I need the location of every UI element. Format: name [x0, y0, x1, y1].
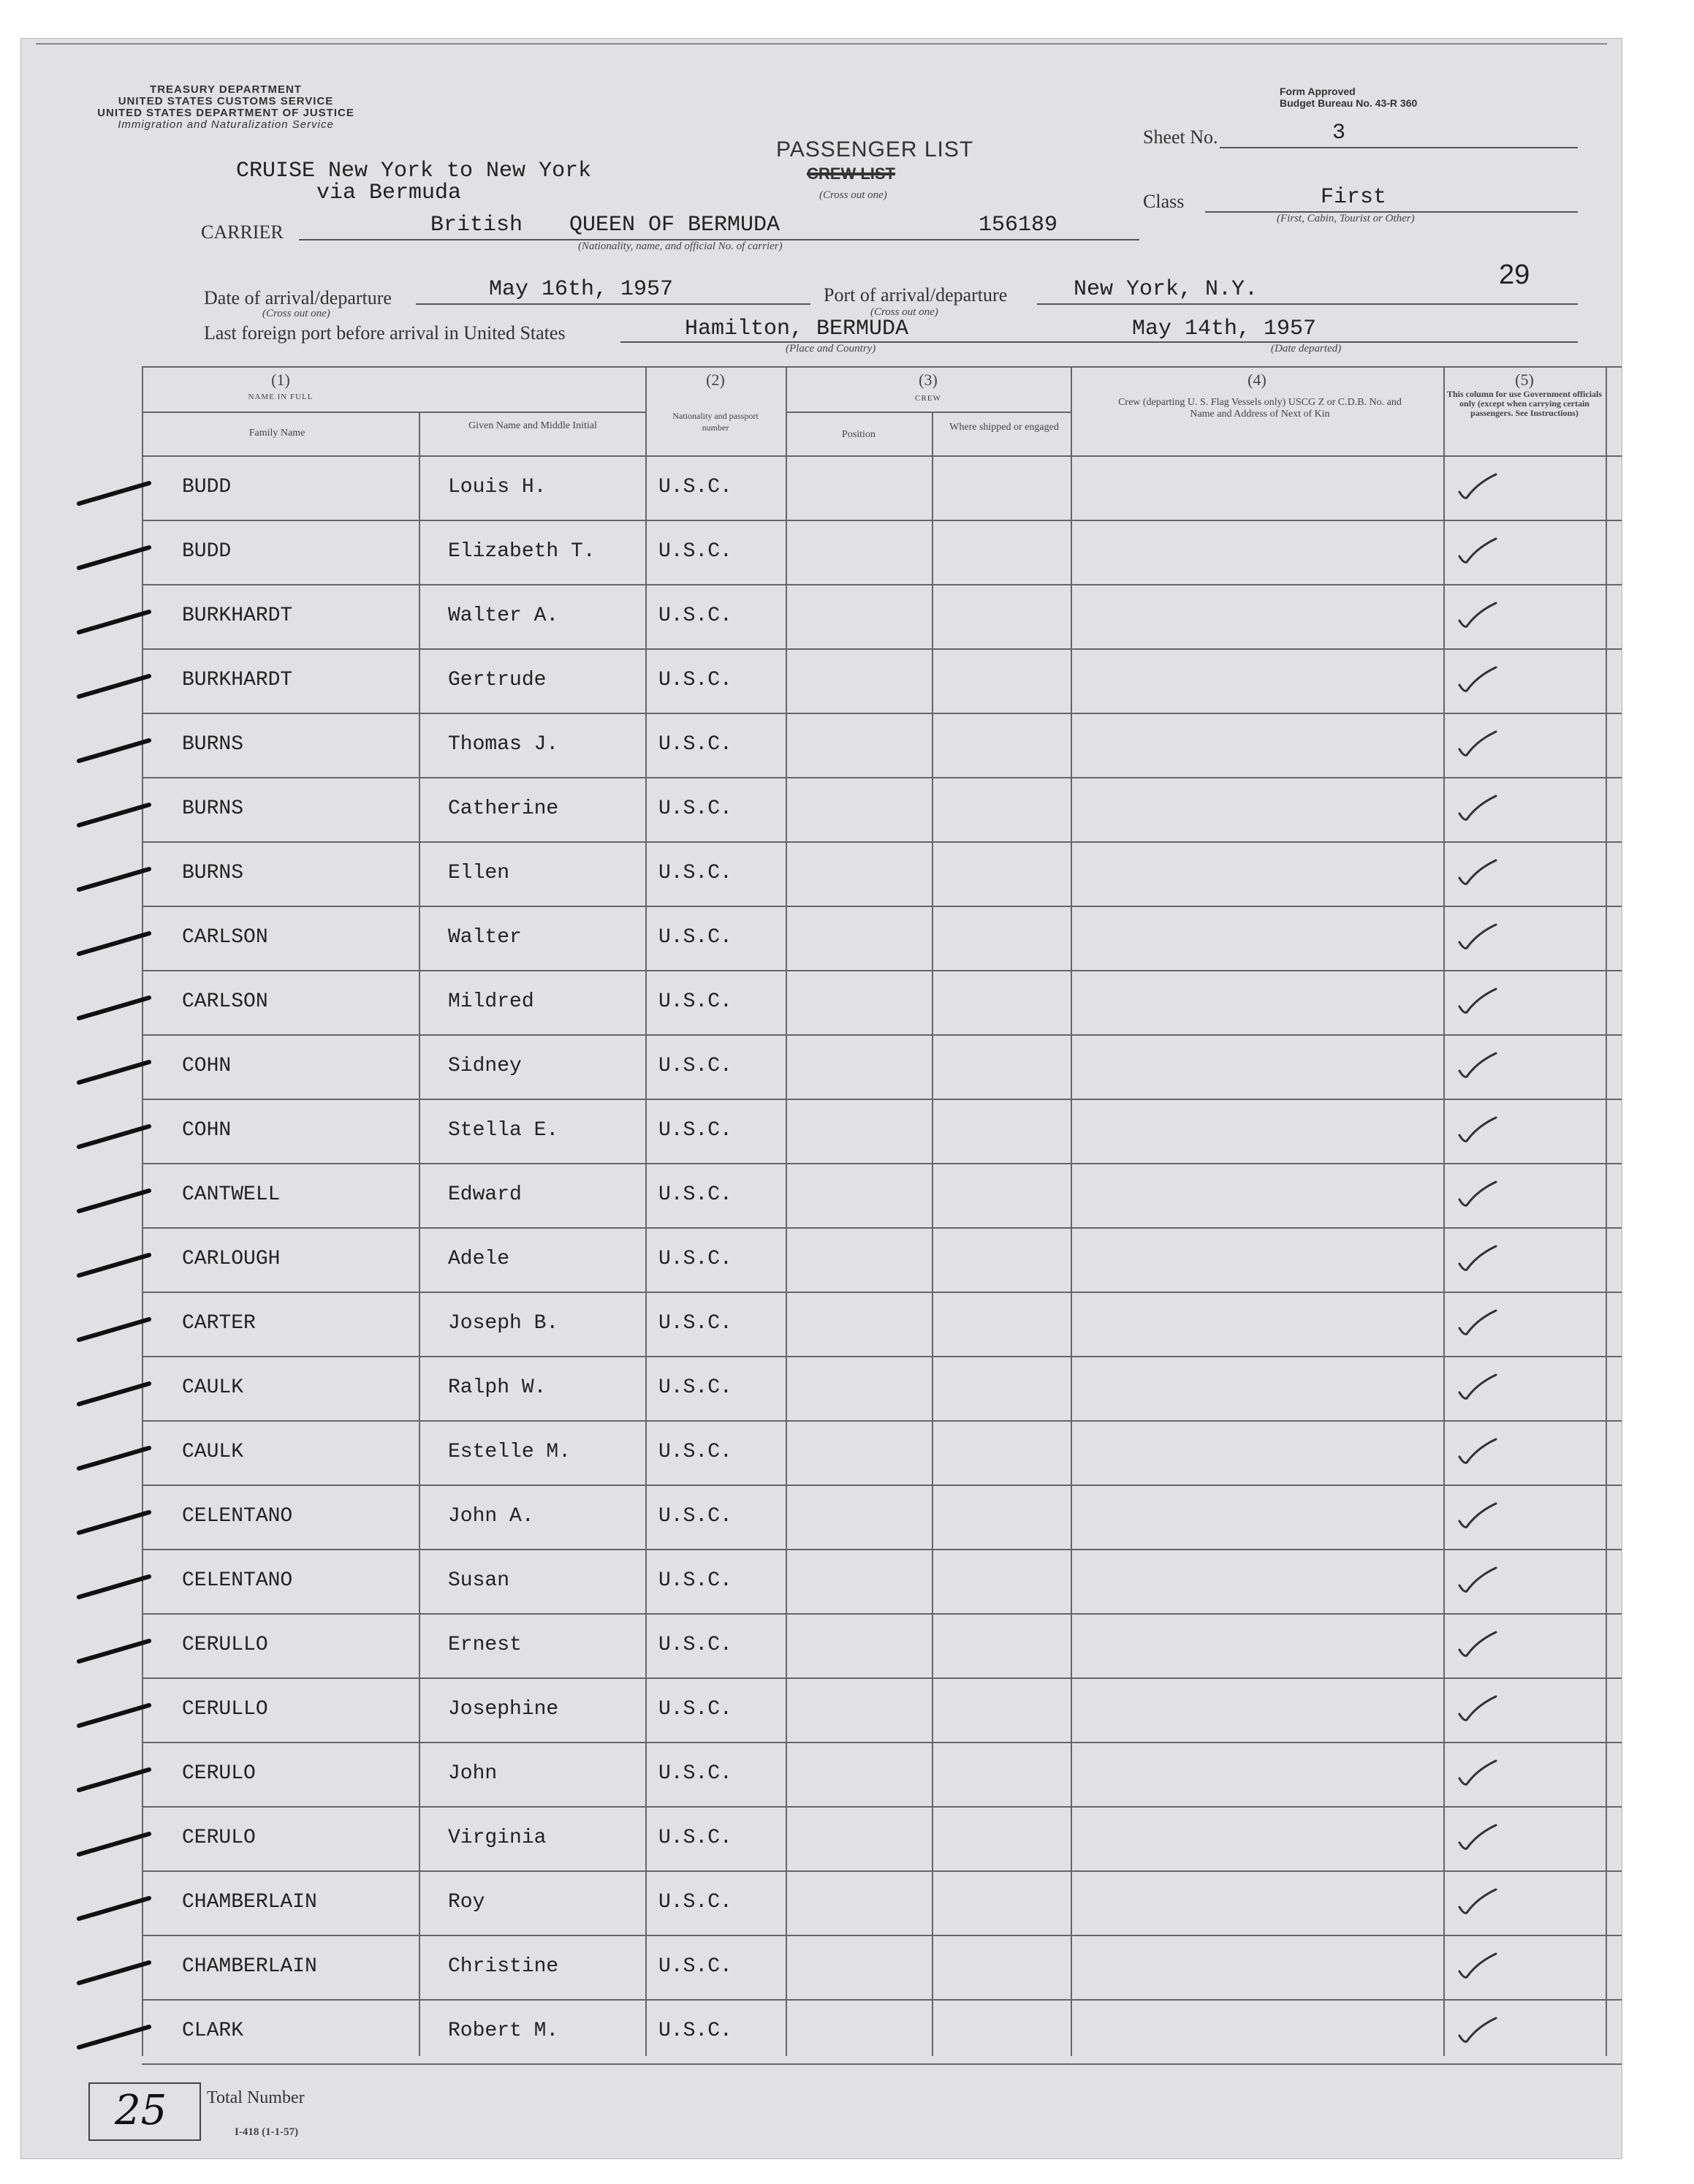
given-name: Virginia: [448, 1827, 547, 1849]
given-name: Catherine: [448, 797, 559, 820]
checkmark-icon: [1455, 1302, 1499, 1338]
checkmark-icon: [1455, 1430, 1499, 1467]
nationality: U.S.C.: [658, 540, 732, 563]
date-underline: [416, 303, 810, 305]
family-name: COHN: [182, 1055, 232, 1077]
checkmark-icon: [1455, 1366, 1499, 1403]
table-row: [21, 1100, 1622, 1164]
agency-line-2: UNITED STATES CUSTOMS SERVICE: [118, 95, 334, 107]
cruise-line-2: via Bermuda: [316, 181, 462, 205]
given-name: John A.: [448, 1505, 534, 1528]
nationality: U.S.C.: [658, 2020, 732, 2042]
checkmark-icon: [1455, 1559, 1499, 1596]
agency-line-4: Immigration and Naturalization Service: [118, 118, 334, 131]
date-cross-out-note: (Cross out one): [262, 308, 330, 319]
given-name: Roy: [448, 1891, 485, 1914]
checkmark-icon: [1455, 530, 1499, 566]
nationality: U.S.C.: [658, 1376, 732, 1399]
given-name: Robert M.: [448, 2020, 559, 2042]
last-port-label: Last foreign port before arrival in United States: [204, 322, 566, 344]
col3-title: CREW: [915, 394, 941, 403]
given-name: John: [448, 1762, 498, 1785]
family-name: CANTWELL: [182, 1183, 281, 1206]
form-approved-line-2: Budget Bureau No. 43-R 360: [1280, 97, 1418, 109]
family-name: CARLOUGH: [182, 1248, 281, 1270]
nationality: U.S.C.: [658, 1891, 732, 1914]
checkmark-icon: [1455, 1623, 1499, 1660]
family-name: CAULK: [182, 1376, 244, 1399]
table-row: [21, 971, 1622, 1036]
tally-slash-mark: [76, 1444, 156, 1473]
list-title-struck: CREW LIST: [807, 164, 895, 183]
tally-slash-mark: [76, 1572, 156, 1601]
carrier-name: QUEEN OF BERMUDA: [569, 213, 780, 238]
checkmark-icon: [1455, 1044, 1499, 1081]
given-name: Mildred: [448, 990, 534, 1013]
tally-slash-mark: [76, 1958, 156, 1987]
col5-title: This column for use Government officials only (except when carrying certain passengers. See Instructions): [1446, 389, 1603, 418]
checkmark-icon: [1455, 1109, 1499, 1145]
tally-slash-mark: [76, 1830, 156, 1859]
col4-title: Crew (departing U. S. Flag Vessels only) USCG Z or C.D.B. No. and Name and Address of Next of Kin: [1118, 397, 1402, 420]
checkmark-icon: [1455, 1173, 1499, 1210]
family-name: CERULLO: [182, 1698, 268, 1721]
family-name: BURKHARDT: [182, 604, 293, 627]
nationality: U.S.C.: [658, 1248, 732, 1270]
carrier-number: 156189: [979, 213, 1058, 238]
checkmark-icon: [1455, 1688, 1499, 1724]
tally-slash-mark: [76, 929, 156, 958]
form-approved-line-1: Form Approved: [1280, 86, 1356, 97]
given-name: Gertrude: [448, 669, 547, 691]
carrier-label: CARRIER: [201, 221, 284, 243]
table-row: [21, 843, 1622, 907]
given-name: Susan: [448, 1569, 510, 1592]
checkmark-icon: [1455, 1945, 1499, 1982]
family-name: BURNS: [182, 797, 244, 820]
table-row: [21, 521, 1622, 585]
table-row: [21, 1936, 1622, 2001]
carrier-nationality: British: [430, 213, 523, 238]
class-note: (First, Cabin, Tourist or Other): [1277, 213, 1415, 224]
nationality: U.S.C.: [658, 1569, 732, 1592]
port-of-arrival-value: New York, N.Y.: [1074, 277, 1258, 302]
tally-slash-mark: [76, 1122, 156, 1151]
nationality: U.S.C.: [658, 1634, 732, 1656]
tally-slash-mark: [76, 1765, 156, 1794]
row-rule: [142, 2063, 1622, 2065]
table-row: [21, 1422, 1622, 1486]
table-row: [21, 1808, 1622, 1872]
checkmark-icon: [1455, 1816, 1499, 1853]
list-title: PASSENGER LIST: [776, 137, 974, 162]
port-underline: [1037, 303, 1578, 305]
tally-slash-mark: [76, 865, 156, 894]
checkmark-icon: [1455, 980, 1499, 1017]
family-name: BUDD: [182, 540, 232, 563]
title-cross-out-note: (Cross out one): [819, 189, 887, 201]
checkmark-icon: [1455, 1237, 1499, 1274]
total-number-box: [88, 2082, 201, 2141]
nationality: U.S.C.: [658, 733, 732, 756]
date-departed-note: (Date departed): [1271, 343, 1342, 354]
table-row: [21, 714, 1622, 778]
class-value: First: [1321, 185, 1387, 210]
table-row: [21, 1164, 1622, 1229]
table-row: [21, 1615, 1622, 1679]
given-name: Josephine: [448, 1698, 559, 1721]
total-handwritten: 25: [115, 2087, 167, 2134]
family-name: CARLSON: [182, 926, 268, 949]
nationality: U.S.C.: [658, 862, 732, 884]
nationality: U.S.C.: [658, 797, 732, 820]
date-of-arrival-label: Date of arrival/departure: [204, 287, 392, 308]
nationality: U.S.C.: [658, 1698, 732, 1721]
checkmark-icon: [1455, 1495, 1499, 1531]
family-name: BURKHARDT: [182, 669, 293, 691]
class-label: Class: [1143, 191, 1185, 212]
date-of-arrival-value: May 16th, 1957: [489, 277, 674, 302]
given-name: Elizabeth T.: [448, 540, 596, 563]
port-of-arrival-label: Port of arrival/departure: [824, 284, 1008, 306]
table-row: [21, 1872, 1622, 1936]
given-name: Edward: [448, 1183, 522, 1206]
nationality: U.S.C.: [658, 1441, 732, 1463]
family-name: CERULO: [182, 1762, 256, 1785]
col4-number: (4): [1247, 371, 1266, 389]
nationality: U.S.C.: [658, 1505, 732, 1528]
table-row: [21, 1743, 1622, 1808]
tally-slash-mark: [76, 479, 156, 508]
checkmark-icon: [1455, 723, 1499, 759]
table-row: [21, 1679, 1622, 1743]
tally-slash-mark: [76, 2022, 156, 2052]
table-top-rule: [142, 366, 1622, 368]
cruise-line-1: CRUISE New York to New York: [236, 159, 592, 183]
family-name: BUDD: [182, 476, 232, 498]
col2-title: Nationality and passport number: [672, 411, 759, 433]
top-edge-line: [36, 43, 1607, 45]
table-row: [21, 1036, 1622, 1100]
checkmark-icon: [1455, 594, 1499, 631]
given-name: Walter A.: [448, 604, 559, 627]
table-row: [21, 778, 1622, 843]
nationality: U.S.C.: [658, 926, 732, 949]
nationality: U.S.C.: [658, 604, 732, 627]
col2-number: (2): [706, 371, 725, 389]
given-name: Ralph W.: [448, 1376, 547, 1399]
table-row: [21, 650, 1622, 714]
col1-number: (1): [271, 371, 290, 389]
nationality: U.S.C.: [658, 476, 732, 498]
given-name: Louis H.: [448, 476, 547, 498]
checkmark-icon: [1455, 466, 1499, 502]
passenger-rows: [21, 457, 1622, 2065]
family-name: BURNS: [182, 862, 244, 884]
given-name: Ellen: [448, 862, 510, 884]
nationality: U.S.C.: [658, 1827, 732, 1849]
table-row: [21, 2001, 1622, 2065]
passenger-list-sheet: [20, 38, 1622, 2159]
agency-line-3: UNITED STATES DEPARTMENT OF JUSTICE: [97, 107, 354, 119]
col3-where-header: Where shipped or engaged: [949, 422, 1059, 433]
given-name: Walter: [448, 926, 522, 949]
family-name: CELENTANO: [182, 1505, 293, 1528]
family-name: COHN: [182, 1119, 232, 1142]
family-name: CARTER: [182, 1312, 256, 1335]
checkmark-icon: [1455, 2009, 1499, 2046]
table-row: [21, 907, 1622, 971]
agency-line-1: TREASURY DEPARTMENT: [150, 83, 302, 96]
col3-position-header: Position: [842, 429, 876, 440]
tally-slash-mark: [76, 1701, 156, 1730]
checkmark-icon: [1455, 1881, 1499, 1917]
family-name: CLARK: [182, 2020, 244, 2042]
page-number: 29: [1499, 259, 1530, 290]
tally-slash-mark: [76, 672, 156, 701]
crew-subheader-rule: [786, 412, 1071, 413]
tally-slash-mark: [76, 1379, 156, 1408]
form-number: I-418 (1-1-57): [235, 2126, 299, 2138]
tally-slash-mark: [76, 1637, 156, 1666]
sheet-underline: [1220, 147, 1578, 148]
given-name: Thomas J.: [448, 733, 559, 756]
table-row: [21, 1293, 1622, 1357]
date-departed-value: May 14th, 1957: [1132, 316, 1317, 341]
table-row: [21, 1550, 1622, 1615]
given-name: Joseph B.: [448, 1312, 559, 1335]
col5-number: (5): [1515, 371, 1534, 389]
port-cross-out-note: (Cross out one): [870, 306, 938, 318]
nationality: U.S.C.: [658, 990, 732, 1013]
tally-slash-mark: [76, 1058, 156, 1087]
family-name: CERULLO: [182, 1634, 268, 1656]
nationality: U.S.C.: [658, 1312, 732, 1335]
table-row: [21, 585, 1622, 650]
tally-slash-mark: [76, 800, 156, 830]
family-name: BURNS: [182, 733, 244, 756]
place-note: (Place and Country): [786, 343, 876, 354]
tally-slash-mark: [76, 1508, 156, 1537]
nationality: U.S.C.: [658, 1183, 732, 1206]
form-approved-block: [1280, 86, 1417, 109]
tally-slash-mark: [76, 607, 156, 637]
given-name: Estelle M.: [448, 1441, 571, 1463]
sheet-label: Sheet No.: [1143, 126, 1218, 148]
tally-slash-mark: [76, 1251, 156, 1280]
family-name: CERULO: [182, 1827, 256, 1849]
sheet-number: 3: [1332, 121, 1346, 145]
table-row: [21, 1357, 1622, 1422]
family-name: CAULK: [182, 1441, 244, 1463]
agency-block: [72, 84, 379, 131]
family-name: CHAMBERLAIN: [182, 1955, 317, 1978]
checkmark-icon: [1455, 659, 1499, 695]
total-number-label: Total Number: [207, 2088, 305, 2107]
tally-slash-mark: [76, 1894, 156, 1923]
checkmark-icon: [1455, 916, 1499, 952]
checkmark-icon: [1455, 1752, 1499, 1789]
col1-given-header: Given Name and Middle Initial: [468, 420, 597, 431]
tally-slash-mark: [76, 543, 156, 572]
tally-slash-mark: [76, 1186, 156, 1216]
col3-number: (3): [919, 371, 938, 389]
nationality: U.S.C.: [658, 1055, 732, 1077]
family-name: CHAMBERLAIN: [182, 1891, 317, 1914]
family-name: CELENTANO: [182, 1569, 293, 1592]
given-name: Stella E.: [448, 1119, 559, 1142]
tally-slash-mark: [76, 993, 156, 1023]
name-subheader-rule: [142, 412, 646, 413]
given-name: Christine: [448, 1955, 559, 1978]
nationality: U.S.C.: [658, 669, 732, 691]
checkmark-icon: [1455, 787, 1499, 824]
checkmark-icon: [1455, 852, 1499, 888]
tally-slash-mark: [76, 1315, 156, 1344]
family-name: CARLSON: [182, 990, 268, 1013]
table-row: [21, 1486, 1622, 1550]
tally-slash-mark: [76, 736, 156, 765]
last-port-value: Hamilton, BERMUDA: [685, 316, 909, 341]
given-name: Sidney: [448, 1055, 522, 1077]
given-name: Ernest: [448, 1634, 522, 1656]
col1-title: NAME IN FULL: [248, 393, 314, 401]
nationality: U.S.C.: [658, 1119, 732, 1142]
carrier-note: (Nationality, name, and official No. of carrier): [578, 240, 783, 252]
table-row: [21, 1229, 1622, 1293]
nationality: U.S.C.: [658, 1955, 732, 1978]
col1-family-header: Family Name: [248, 428, 305, 439]
given-name: Adele: [448, 1248, 510, 1270]
nationality: U.S.C.: [658, 1762, 732, 1785]
table-row: [21, 457, 1622, 521]
